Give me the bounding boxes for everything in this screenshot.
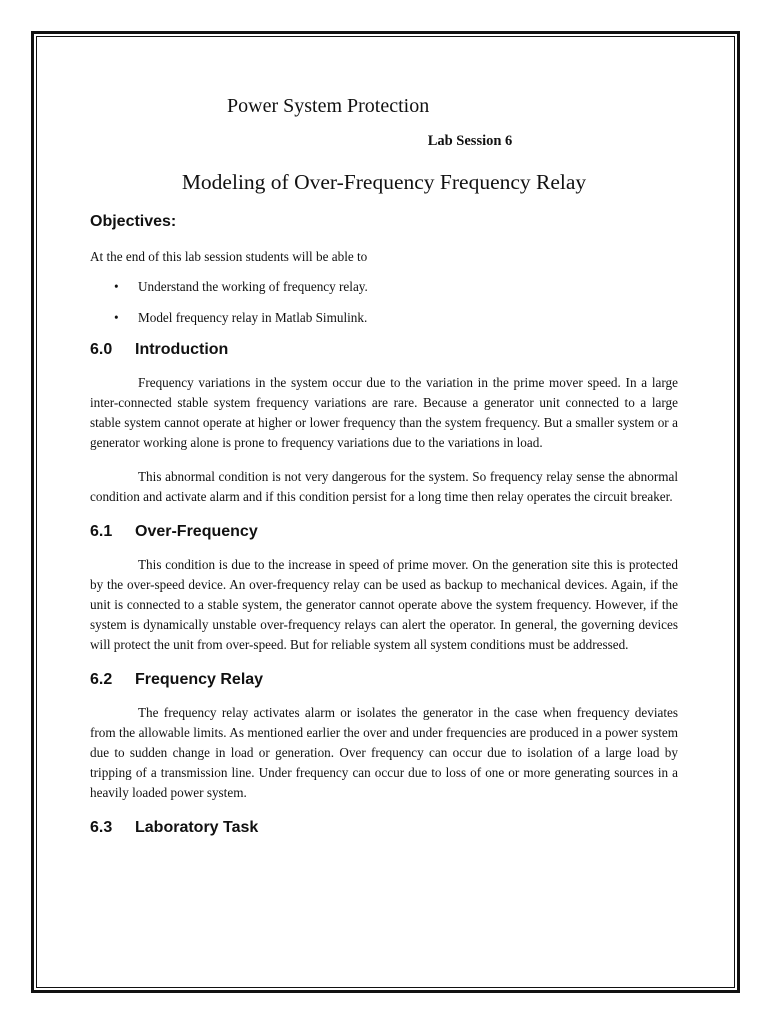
section-title: Frequency Relay [135, 671, 264, 688]
section-heading-frequency-relay [90, 669, 678, 691]
objectives-intro: At the end of this lab session students will be able to [90, 249, 368, 264]
section-title: Laboratory Task [135, 819, 259, 836]
list-item: • Model frequency relay in Matlab Simulink. [114, 308, 678, 328]
objectives-heading-text: Objectives: [90, 213, 177, 230]
paragraph: Frequency variations in the system occur due to the variation in the prime mover speed. In a large inter-connected stable system frequency variations are rare. Because a generator unit connected to a large stable system cannot operate at higher or lower frequency than the system frequency. But a smaller system or a generator working alone is prone to frequency variations due to the variations in load. [90, 375, 678, 450]
section-number: 6.2 [90, 671, 113, 688]
document-title: Power System Protection [227, 95, 430, 117]
section-number: 6.0 [90, 341, 113, 358]
section-title: Over-Frequency [135, 523, 258, 540]
paragraph: This condition is due to the increase in speed of prime mover. On the generation site this is protected by the over-speed device. An over-frequency relay can be used as backup to mechanical devices. Again, if the unit is connected to a stable system, the generator cannot operate above the system frequency. However, if the system is dynamically unstable over-frequency relays can alert the operator. In general, the governing devices will protect the unit from over-speed. But for reliable system all system conditions must be addressed. [90, 557, 678, 652]
lab-session-text: Lab Session 6 [427, 133, 513, 149]
section-number: 6.3 [90, 819, 113, 836]
objectives-heading [90, 211, 678, 233]
objectives-list [114, 277, 678, 328]
section-title: Introduction [135, 341, 229, 358]
document-body [90, 88, 678, 839]
paragraph: This abnormal condition is not very dangerous for the system. So frequency relay sense the abnormal condition and activate alarm and if this condition persist for a long time then relay operates the circuit breaker. [90, 469, 678, 504]
list-item: • Understand the working of frequency relay. [114, 277, 678, 297]
main-title: Modeling of Over-Frequency Frequency Relay [181, 170, 587, 194]
paragraph: The frequency relay activates alarm or isolates the generator in the case when frequency deviates from the allowable limits. As mentioned earlier the over and under frequencies are produced in a power system due to sudden change in load or generation. Over frequency can occur due to isolation of a large load by tripping of a transmission line. Under frequency can occur due to loss of one or more generating sources in a heavily loaded power system. [90, 705, 678, 800]
section-heading-introduction [90, 339, 678, 361]
lab-session-label [86, 130, 674, 152]
section-heading-laboratory-task [90, 817, 678, 839]
section-number: 6.1 [90, 523, 113, 540]
section-heading-over-frequency [90, 521, 678, 543]
